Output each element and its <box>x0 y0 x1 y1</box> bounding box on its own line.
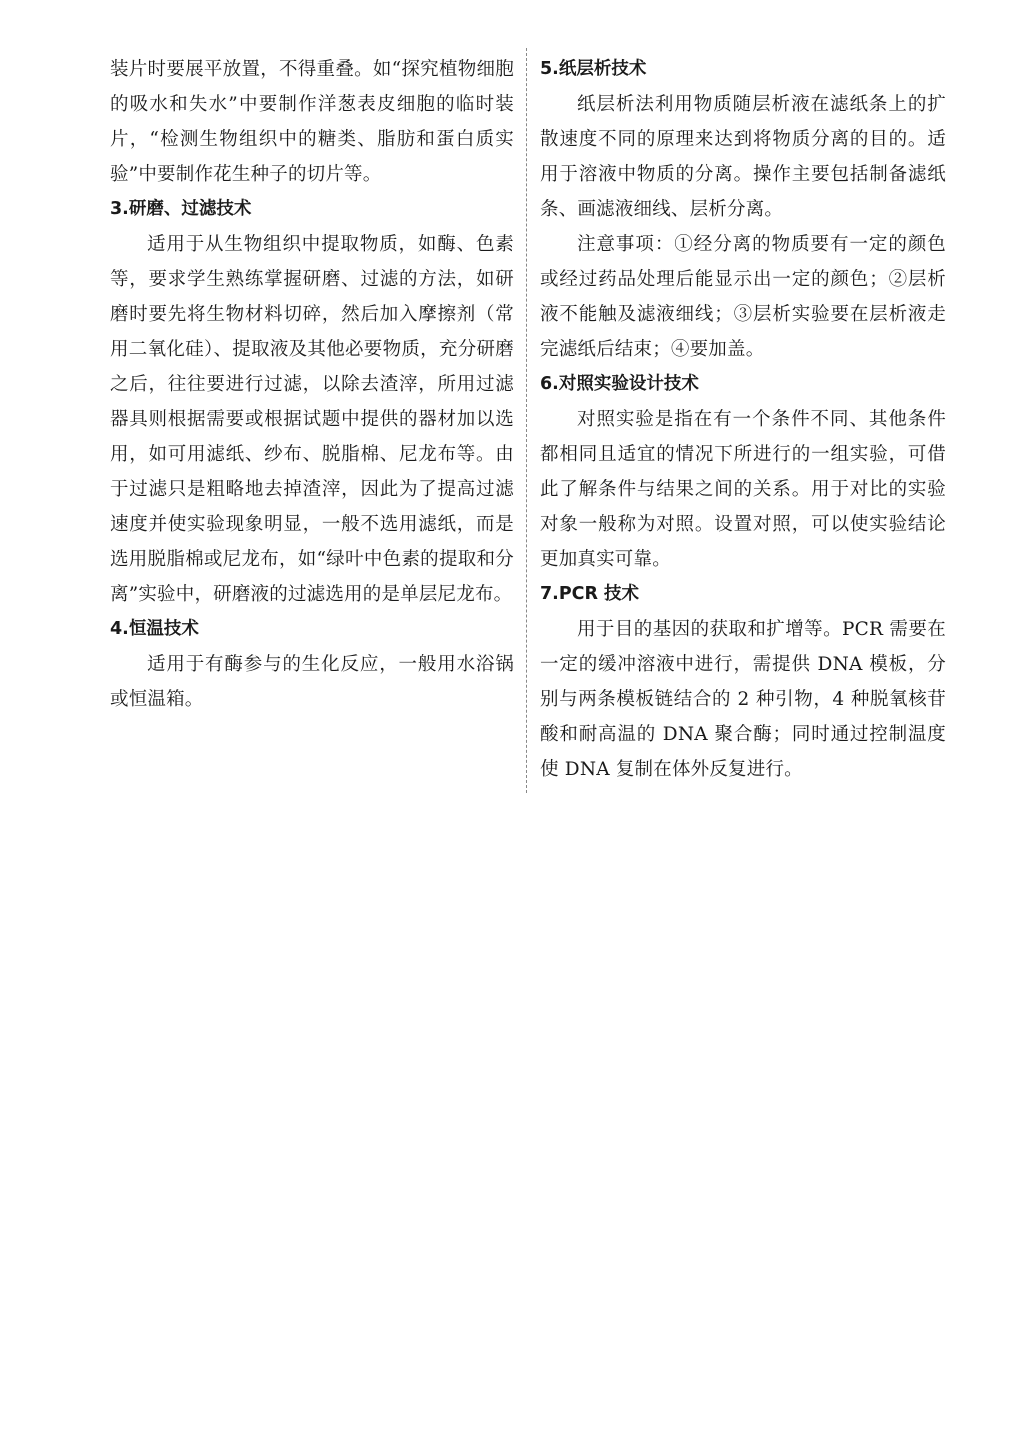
right-column <box>540 52 946 787</box>
section-5-notes-paragraph: 注意事项：①经分离的物质要有一定的颜色或经过药品处理后能显示出一定的颜色；②层析液不能触及滤液细线；③层析实验要在层析液走完滤纸后结束；④要加盖。 <box>540 234 946 360</box>
section-5-heading: 5.纸层析技术 <box>540 59 647 79</box>
section-4-paragraph: 适用于有酶参与的生化反应，一般用水浴锅或恒温箱。 <box>110 654 514 710</box>
section-3-paragraph: 适用于从生物组织中提取物质，如酶、色素等，要求学生熟练掌握研磨、过滤的方法，如研磨时要先将生物材料切碎，然后加入摩擦剂（常用二氧化硅）、提取液及其他必要物质，充分研磨之后，往往要进行过滤，以除去渣滓，所用过滤器具则根据需要或根据试题中提供的器材加以选用，如可用滤纸、纱布、脱脂棉、尼龙布等。由于过滤只是粗略地去掉渣滓，因此为了提高过滤速度并使实验现象明显，一般不选用滤纸，而是选用脱脂棉或尼龙布，如“绿叶中色素的提取和分离”实验中，研磨液的过滤选用的是单层尼龙布。 <box>110 234 514 605</box>
section-7-paragraph: 用于目的基因的获取和扩增等。PCR 需要在一定的缓冲溶液中进行，需提供 DNA 模板，分别与两条模板链结合的 2 种引物，4 种脱氧核苷酸和耐高温的 DNA 聚合酶；同时通过控制温度使 DNA 复制在体外反复进行。 <box>540 619 946 780</box>
section-5-paragraph: 纸层析法利用物质随层析液在滤纸条上的扩散速度不同的原理来达到将物质分离的目的。适用于溶液中物质的分离。操作主要包括制备滤纸条、画滤液细线、层析分离。 <box>540 94 946 220</box>
section-3-heading: 3.研磨、过滤技术 <box>110 199 252 219</box>
intro-paragraph: 装片时要展平放置，不得重叠。如“探究植物细胞的吸水和失水”中要制作洋葱表皮细胞的临时装片，“检测生物组织中的糖类、脂肪和蛋白质实验”中要制作花生种子的切片等。 <box>110 59 514 185</box>
section-7-heading: 7.PCR 技术 <box>540 584 640 604</box>
left-column <box>110 52 514 717</box>
section-6-paragraph: 对照实验是指在有一个条件不同、其他条件都相同且适宜的情况下所进行的一组实验，可借此了解条件与结果之间的关系。用于对比的实验对象一般称为对照。设置对照，可以使实验结论更加真实可靠。 <box>540 409 946 570</box>
section-6-heading: 6.对照实验设计技术 <box>540 374 699 394</box>
column-divider <box>526 48 527 793</box>
section-4-heading: 4.恒温技术 <box>110 619 199 639</box>
